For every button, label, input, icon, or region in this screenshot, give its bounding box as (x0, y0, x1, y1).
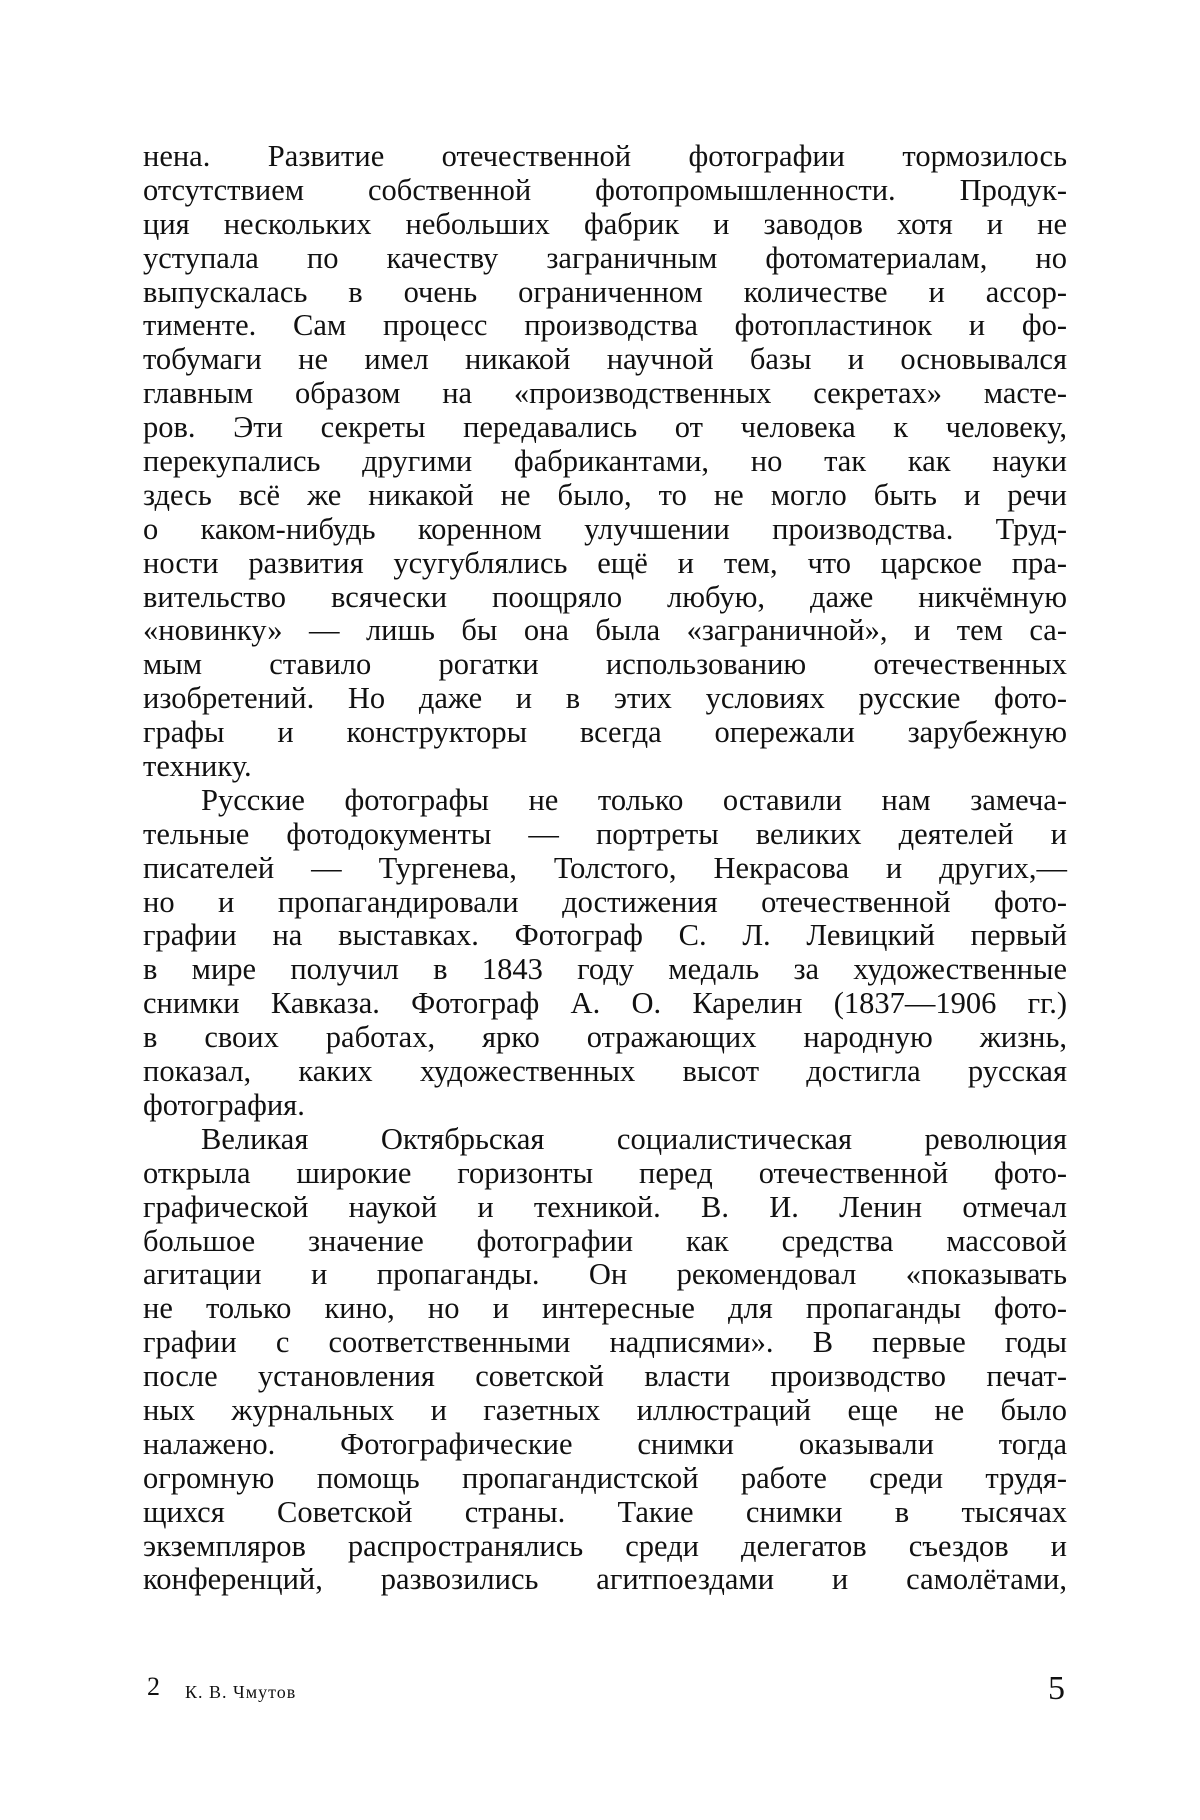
text-line: огромную помощь пропагандистской работе среди трудя- (143, 1460, 1067, 1495)
signature-number: 2 (147, 1672, 160, 1701)
text-line: «новинку» — лишь бы она была «заграничной», и тем са- (143, 613, 1067, 648)
text-line: графии с соответственными надписями». В первые годы (143, 1325, 1067, 1360)
text-line: Русские фотографы не только оставили нам замеча- (201, 782, 1067, 817)
text-line: перекупались другими фабрикантами, но так как науки (143, 444, 1067, 479)
text-line: главным образом на «производственных секретах» масте- (143, 376, 1067, 411)
page-body (143, 140, 1067, 1597)
text-line: в мире получил в 1843 году медаль за художественные (143, 952, 1067, 987)
signature-author: К. В. Чмутов (185, 1682, 297, 1702)
text-line: выпускалась в очень ограниченном количестве и ассор- (143, 274, 1067, 309)
text-line: технику. (143, 749, 252, 784)
text-line: не только кино, но и интересные для пропаганды фото- (143, 1291, 1067, 1326)
text-line: нена. Развитие отечественной фотографии тормозилось (143, 139, 1067, 173)
text-line: ров. Эти секреты передавались от человека к человеку, (143, 410, 1067, 445)
text-line: ция нескольких небольших фабрик и заводов хотя и не (143, 206, 1067, 241)
page-number: 5 (1048, 1670, 1065, 1707)
text-line: графы и конструкторы всегда опережали зарубежную (143, 715, 1067, 750)
text-line: тобумаги не имел никакой научной базы и основывался (143, 342, 1067, 377)
text-line: изобретений. Но даже и в этих условиях русские фото- (143, 681, 1067, 716)
text-line: ности развития усугублялись ещё и тем, что царское пра- (143, 545, 1067, 580)
text-line: ных журнальных и газетных иллюстраций еще не было (143, 1392, 1067, 1427)
text-line: конференций, развозились агитпоездами и самолётами, (143, 1562, 1067, 1597)
paragraph (143, 784, 1067, 1123)
text-line: после установления советской власти производство печат- (143, 1359, 1067, 1394)
text-line: экземпляров распространялись среди делегатов съездов и (143, 1528, 1067, 1563)
text-line: фотография. (143, 1087, 305, 1122)
text-line: писателей — Тургенева, Толстого, Некрасова и других,— (143, 850, 1067, 885)
text-line: открыла широкие горизонты перед отечественной фото- (143, 1155, 1067, 1190)
text-line: графической наукой и техникой. В. И. Ленин отмечал (143, 1189, 1067, 1224)
paragraph (143, 140, 1067, 784)
text-line: вительство всячески поощряло любую, даже никчёмную (143, 579, 1067, 614)
text-line: мым ставило рогатки использованию отечественных (143, 647, 1067, 682)
text-line: большое значение фотографии как средства массовой (143, 1223, 1067, 1258)
text-line: показал, каких художественных высот достигла русская (143, 1054, 1067, 1089)
text-line: графии на выставках. Фотограф С. Л. Левицкий первый (143, 918, 1067, 953)
text-line: агитации и пропаганды. Он рекомендовал «показывать (143, 1257, 1067, 1292)
text-line: отсутствием собственной фотопромышленности. Продук- (143, 172, 1067, 207)
text-line: в своих работах, ярко отражающих народную жизнь, (143, 1020, 1067, 1055)
text-line: тельные фотодокументы — портреты великих деятелей и (143, 816, 1067, 851)
text-line: но и пропагандировали достижения отечественной фото- (143, 884, 1067, 919)
text-line: здесь всё же никакой не было, то не могло быть и речи (143, 477, 1067, 512)
text-line: Великая Октябрьская социалистическая революция (201, 1121, 1067, 1156)
text-line: уступала по качеству заграничным фотоматериалам, но (143, 240, 1067, 275)
text-line: о каком-нибудь коренном улучшении производства. Труд- (143, 511, 1067, 546)
text-line: щихся Советской страны. Такие снимки в тысячах (143, 1494, 1067, 1529)
text-line: тименте. Сам процесс производства фотопластинок и фо- (143, 308, 1067, 343)
page-footer (143, 1670, 1067, 1720)
text-line: налажено. Фотографические снимки оказывали тогда (143, 1426, 1067, 1461)
text-line: снимки Кавказа. Фотограф А. О. Карелин (1837—1906 гг.) (143, 986, 1067, 1021)
paragraph (143, 1123, 1067, 1597)
